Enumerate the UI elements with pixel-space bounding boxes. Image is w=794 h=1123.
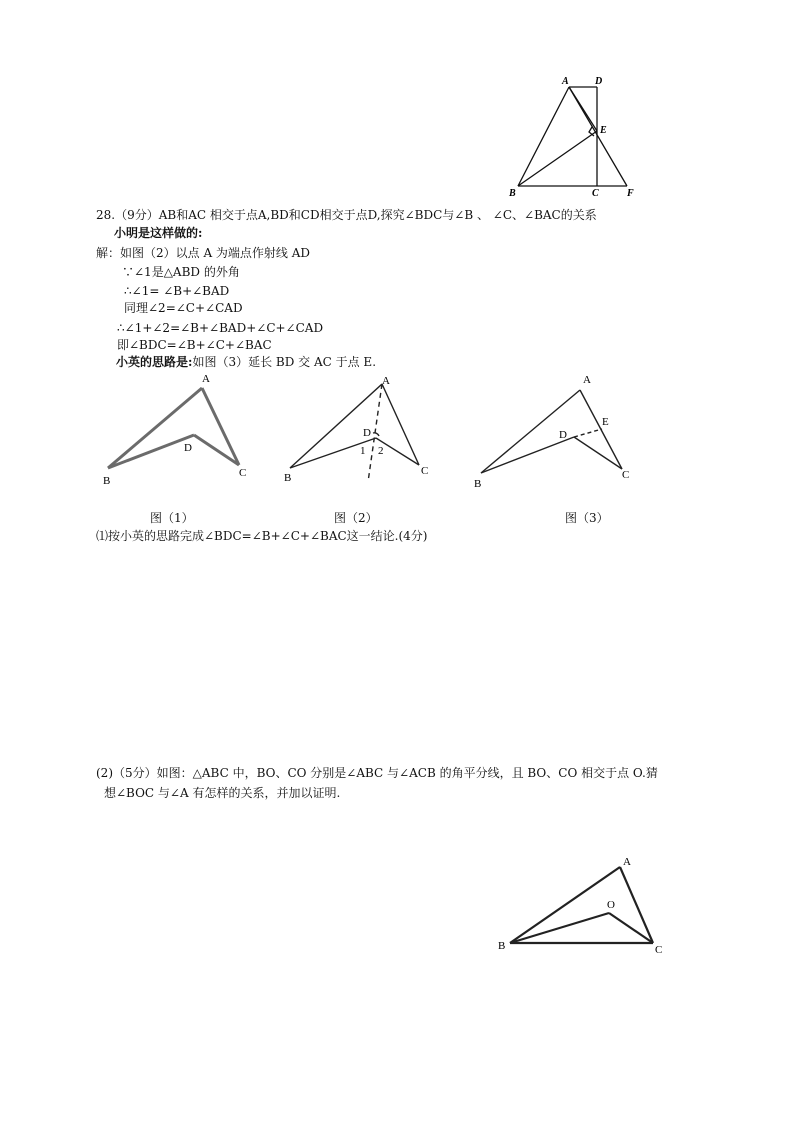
figure-2 [280,370,440,495]
fig3-label-B: B [474,478,482,490]
figure-1-caption: 图（1） [150,511,194,525]
fig3-label-D: D [559,429,567,441]
fig1-label-D: D [184,442,192,454]
figure-part2-triangle [490,845,675,960]
figure-3 [470,365,640,495]
fig3-label-A: A [583,374,591,386]
label-C: C [592,188,599,199]
solution-line-5: ∴∠1+∠2=∠B+∠BAD+∠C+∠CAD [117,321,324,335]
fig2-label-A: A [382,375,390,387]
label-F: F [627,188,634,199]
solution-line-6: 即∠BDC=∠B+∠C+∠BAC [117,338,272,352]
figure-1 [95,365,260,490]
label-D: D [595,76,603,87]
xiaoying-heading: 小英的思路是: [116,355,193,369]
part2-label-C: C [655,944,663,956]
fig2-label-B: B [284,472,292,484]
figure-3-caption: 图（3） [565,511,609,525]
part2-label-B: B [498,940,506,952]
part2-question-line1: (2)（5分）如图：△ABC 中，BO、CO 分别是∠ABC 与∠ACB 的角平分线，且 BO、CO 相交于点 O.猜 [96,766,658,780]
figure-top-triangle [500,70,650,200]
fig2-label-1: 1 [360,445,366,457]
fig2-label-C: C [421,465,429,477]
fig1-label-B: B [103,475,111,487]
label-E: E [600,125,607,136]
part2-label-A: A [623,856,631,868]
solution-line-4: 同理∠2=∠C+∠CAD [124,301,243,315]
q28-title: 28.（9分）AB和AC 相交于点A,BD和CD相交于点D,探究∠BDC与∠B 、 ∠C、∠BAC的关系 [96,208,597,222]
solution-line-1: 解：如图（2）以点 A 为端点作射线 AD [96,246,311,260]
fig2-label-2: 2 [378,445,384,457]
part2-question-line2: 想∠BOC 与∠A 有怎样的关系，并加以证明. [104,786,341,800]
part2-label-O: O [607,899,615,911]
fig2-label-D: D [363,427,371,439]
solution-line-3: ∴∠1= ∠B+∠BAD [124,284,230,298]
fig1-label-C: C [239,467,247,479]
figure-2-caption: 图（2） [334,511,378,525]
fig3-label-C: C [622,469,630,481]
part1-question: ⑴按小英的思路完成∠BDC=∠B+∠C+∠BAC这一结论.(4分) [96,529,428,543]
fig1-label-A: A [202,373,210,385]
label-B: B [509,188,516,199]
label-A: A [562,76,569,87]
fig3-label-E: E [602,416,609,428]
xiaoming-heading: 小明是这样做的: [114,226,203,240]
xiaoying-text: 如图（3）延长 BD 交 AC 于点 E. [192,355,377,369]
solution-line-2: ∵∠1是△ABD 的外角 [122,265,240,279]
